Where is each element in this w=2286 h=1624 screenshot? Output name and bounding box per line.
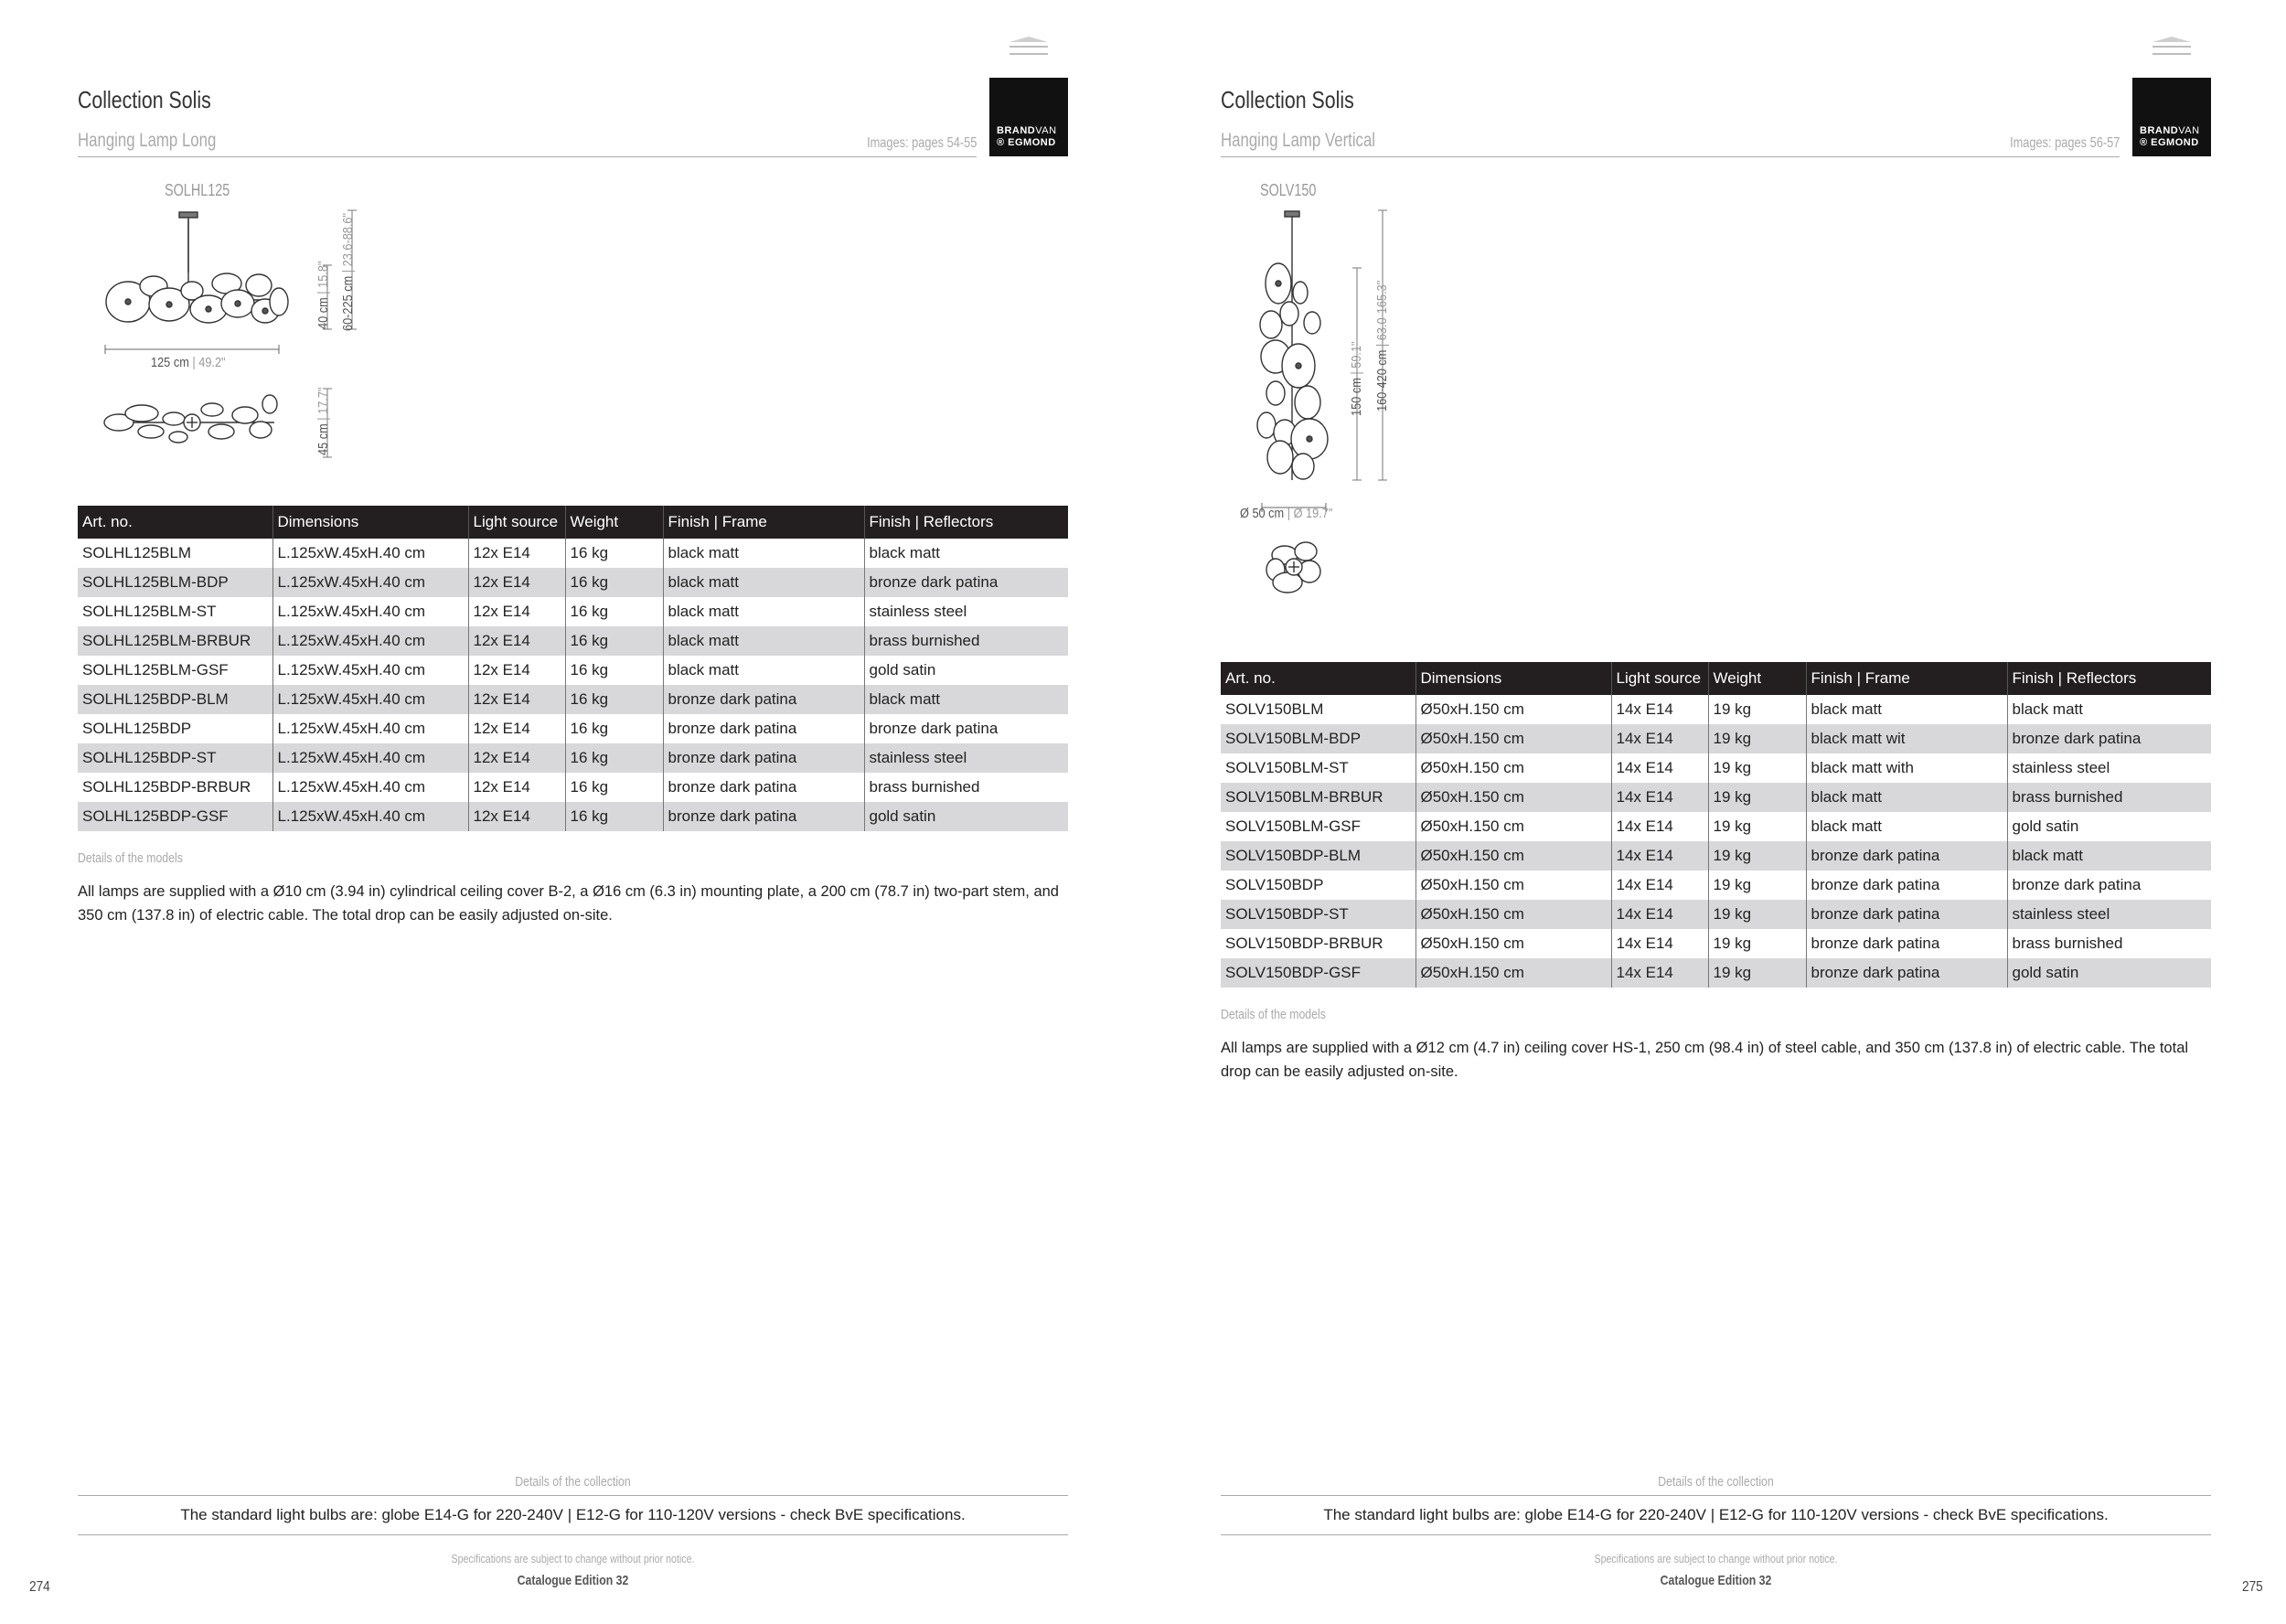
dimension-lines-right (1337, 206, 1401, 489)
table-cell: gold satin (869, 661, 936, 678)
table-cell: Ø50xH.150 cm (1415, 958, 1611, 988)
table-cell: bronze dark patina (1806, 900, 2007, 929)
table-cell: bronze dark patina (663, 802, 864, 831)
table-cell: SOLHL125BDP (78, 714, 272, 743)
table-cell: bronze dark patina (1806, 958, 2007, 988)
table-cell: L.125xW.45xH.40 cm (272, 743, 468, 773)
table-cell: L.125xW.45xH.40 cm (272, 597, 468, 626)
header-art-no: Art. no. (1221, 662, 1415, 695)
table-cell: stainless steel (864, 743, 1068, 773)
images-reference[interactable]: Images: pages 56-57 (2009, 135, 2120, 151)
table-row (78, 626, 1068, 656)
table-cell: SOLV150BDP-ST (1221, 900, 1415, 929)
bulb-info: The standard light bulbs are: globe E14-G for 220-240V | E12-G for 110-120V versions - check BvE specifications. (1221, 1495, 2211, 1535)
spec-note: Specifications are subject to change without prior notice. (451, 1552, 695, 1565)
table-cell: L.125xW.45xH.40 cm (272, 773, 468, 802)
table-cell: 12x E14 (468, 597, 565, 626)
table-cell: 16 kg (565, 802, 663, 831)
table-cell: L.125xW.45xH.40 cm (272, 626, 468, 656)
catalogue-edition: Catalogue Edition 32 (1660, 1573, 1772, 1588)
table-row (78, 539, 1068, 568)
table-cell: 12x E14 (468, 743, 565, 773)
table-cell: 16 kg (565, 539, 663, 568)
header-finish-frame: Finish | Frame (663, 506, 864, 539)
table-cell: 14x E14 (1611, 753, 1708, 783)
table-cell: 16 kg (565, 568, 663, 597)
table-cell: black matt (663, 597, 864, 626)
collection-title: Collection Solis (1221, 86, 1354, 113)
table-cell: 19 kg (1708, 753, 1806, 783)
brand-logo: BRANDVAN ® EGMOND (989, 78, 1068, 156)
table-cell: SOLV150BDP-GSF (1221, 958, 1415, 988)
table-cell: SOLV150BLM-BDP (1221, 724, 1415, 753)
table-cell: brass burnished (864, 626, 1068, 656)
table-cell: SOLV150BDP (1221, 871, 1415, 900)
table-cell: black matt (2012, 700, 2083, 718)
table-cell: 14x E14 (1611, 871, 1708, 900)
table-cell: SOLHL125BLM (78, 539, 272, 568)
table-cell: SOLHL125BLM-BRBUR (78, 626, 272, 656)
table-cell: 19 kg (1708, 841, 1806, 871)
depth-label: 45 cm | 17.7" (315, 387, 331, 455)
table-cell: L.125xW.45xH.40 cm (272, 685, 468, 714)
table-cell: SOLHL125BDP-ST (78, 743, 272, 773)
table-cell: SOLV150BLM-ST (1221, 753, 1415, 783)
model-code: SOLHL125 (165, 181, 230, 199)
table-cell: black matt (663, 656, 864, 685)
table-cell: L.125xW.45xH.40 cm (272, 656, 468, 685)
table-cell: stainless steel (2012, 759, 2110, 776)
table-cell: SOLHL125BDP-BLM (78, 685, 272, 714)
header-weight: Weight (1708, 662, 1806, 695)
table-row (1221, 871, 2211, 900)
table-cell: Ø50xH.150 cm (1415, 724, 1611, 753)
table-cell: SOLHL125BLM-ST (78, 597, 272, 626)
table-row (1221, 812, 2211, 841)
drop-label: 60-225 cm | 23.6-88.6" (340, 212, 356, 331)
table-cell: black matt with (1806, 753, 2007, 783)
images-reference[interactable]: Images: pages 54-55 (866, 135, 977, 151)
table-cell: bronze dark patina (869, 720, 999, 737)
table-cell: Ø50xH.150 cm (1415, 900, 1611, 929)
table-cell: SOLHL125BDP-BRBUR (78, 773, 272, 802)
table-cell: bronze dark patina (1806, 871, 2007, 900)
table-cell: bronze dark patina (663, 685, 864, 714)
table-cell: 12x E14 (468, 568, 565, 597)
table-row (78, 597, 1068, 626)
table-cell: black matt (663, 568, 864, 597)
width-label: 125 cm | 49.2" (151, 355, 226, 370)
table-cell: 14x E14 (1611, 841, 1708, 871)
menu-icon[interactable] (2152, 37, 2191, 60)
table-cell: SOLHL125BDP-GSF (78, 802, 272, 831)
table-cell: black matt (1806, 695, 2007, 724)
table-cell: Ø50xH.150 cm (1415, 695, 1611, 724)
collection-details-label: Details of the collection (515, 1474, 631, 1490)
spec-note: Specifications are subject to change without prior notice. (1594, 1552, 1838, 1565)
header-light-source: Light source (468, 506, 565, 539)
menu-icon[interactable] (1009, 37, 1048, 60)
height-label: 150 cm | 59.1" (1349, 341, 1364, 416)
collection-title: Collection Solis (78, 86, 211, 113)
table-cell: brass burnished (869, 778, 980, 796)
header-finish-reflectors: Finish | Reflectors (2007, 662, 2211, 695)
table-cell: 19 kg (1708, 695, 1806, 724)
table-cell: 12x E14 (468, 773, 565, 802)
table-cell: bronze dark patina (1806, 929, 2007, 958)
table-cell: black matt (663, 626, 864, 656)
spec-table-left (78, 506, 1068, 831)
table-cell: 19 kg (1708, 929, 1806, 958)
table-cell: black matt (1806, 812, 2007, 841)
header-art-no: Art. no. (78, 506, 272, 539)
table-cell: bronze dark patina (663, 743, 864, 773)
header-dimensions: Dimensions (272, 506, 468, 539)
header-dimensions: Dimensions (1415, 662, 1611, 695)
table-cell: SOLV150BLM-GSF (1221, 812, 1415, 841)
subtitle-row (1221, 130, 2120, 157)
table-cell: black matt (663, 539, 864, 568)
table-cell: 14x E14 (1611, 695, 1708, 724)
table-cell: Ø50xH.150 cm (1415, 929, 1611, 958)
table-cell: 12x E14 (468, 656, 565, 685)
table-cell: SOLV150BLM (1221, 695, 1415, 724)
table-cell: black matt (869, 544, 940, 561)
product-subtitle: Hanging Lamp Long (78, 130, 217, 151)
table-row (78, 714, 1068, 743)
table-cell: 16 kg (565, 656, 663, 685)
table-cell: L.125xW.45xH.40 cm (272, 802, 468, 831)
table-cell: bronze dark patina (2007, 724, 2211, 753)
table-cell: brass burnished (2012, 935, 2123, 952)
table-row (78, 656, 1068, 685)
diameter-label: Ø 50 cm | Ø 19.7" (1240, 506, 1333, 521)
table-cell: SOLHL125BLM-GSF (78, 656, 272, 685)
table-cell: SOLV150BLM-BRBUR (1221, 783, 1415, 812)
table-cell: 14x E14 (1611, 724, 1708, 753)
table-cell: 16 kg (565, 626, 663, 656)
table-cell: bronze dark patina (2012, 876, 2142, 893)
table-cell: Ø50xH.150 cm (1415, 753, 1611, 783)
product-subtitle: Hanging Lamp Vertical (1221, 130, 1376, 151)
table-cell: Ø50xH.150 cm (1415, 841, 1611, 871)
table-cell: 16 kg (565, 743, 663, 773)
table-cell: bronze dark patina (1806, 841, 2007, 871)
drop-label: 160-420 cm | 63.0-165.3" (1374, 280, 1390, 411)
table-cell: 14x E14 (1611, 900, 1708, 929)
table-cell: bronze dark patina (663, 773, 864, 802)
table-cell: 16 kg (565, 714, 663, 743)
details-label: Details of the models (78, 850, 183, 866)
model-code: SOLV150 (1260, 181, 1317, 199)
page-number: 275 (2242, 1579, 2263, 1595)
table-cell: gold satin (2007, 958, 2211, 988)
table-cell: bronze dark patina (663, 714, 864, 743)
table-row (78, 743, 1068, 773)
table-cell: stainless steel (869, 603, 967, 620)
table-cell: 14x E14 (1611, 812, 1708, 841)
header-light-source: Light source (1611, 662, 1708, 695)
header-weight: Weight (565, 506, 663, 539)
table-row (1221, 841, 2211, 871)
dimension-lines (302, 206, 366, 462)
table-cell: 14x E14 (1611, 783, 1708, 812)
table-cell: Ø50xH.150 cm (1415, 871, 1611, 900)
table-cell: 16 kg (565, 773, 663, 802)
spec-table-right (1221, 662, 2211, 988)
header-finish-frame: Finish | Frame (1806, 662, 2007, 695)
table-cell: 12x E14 (468, 539, 565, 568)
table-header (78, 506, 1068, 539)
table-cell: black matt (1806, 783, 2007, 812)
table-row (78, 773, 1068, 802)
table-cell: Ø50xH.150 cm (1415, 812, 1611, 841)
table-cell: gold satin (864, 802, 1068, 831)
table-cell: 19 kg (1708, 724, 1806, 753)
table-cell: 16 kg (565, 597, 663, 626)
table-cell: 12x E14 (468, 685, 565, 714)
collection-details-label: Details of the collection (1658, 1474, 1774, 1490)
table-cell: gold satin (2012, 817, 2079, 835)
table-cell: 19 kg (1708, 958, 1806, 988)
table-cell: 19 kg (1708, 871, 1806, 900)
table-cell: SOLV150BDP-BRBUR (1221, 929, 1415, 958)
table-cell: L.125xW.45xH.40 cm (272, 568, 468, 597)
table-cell: 12x E14 (468, 802, 565, 831)
table-cell: stainless steel (2007, 900, 2211, 929)
details-text: All lamps are supplied with a Ø12 cm (4.7 in) ceiling cover HS-1, 250 cm (98.4 in) of steel cable, and 350 cm (137.8 in) of electric cable. The total drop can be easily adjusted on-site. (1221, 1040, 2189, 1080)
table-cell: black matt (2007, 841, 2211, 871)
table-cell: 19 kg (1708, 783, 1806, 812)
bulb-info: The standard light bulbs are: globe E14-G for 220-240V | E12-G for 110-120V versions - check BvE specifications. (78, 1495, 1068, 1535)
table-row (1221, 783, 2211, 812)
table-cell: brass burnished (2007, 783, 2211, 812)
table-cell: 14x E14 (1611, 929, 1708, 958)
table-cell: Ø50xH.150 cm (1415, 783, 1611, 812)
table-header (1221, 662, 2211, 695)
table-cell: SOLV150BDP-BLM (1221, 841, 1415, 871)
table-cell: 19 kg (1708, 812, 1806, 841)
page-number: 274 (29, 1579, 50, 1595)
catalogue-edition: Catalogue Edition 32 (517, 1573, 629, 1588)
table-row (1221, 753, 2211, 783)
table-cell: 14x E14 (1611, 958, 1708, 988)
table-cell: L.125xW.45xH.40 cm (272, 539, 468, 568)
header-finish-reflectors: Finish | Reflectors (864, 506, 1068, 539)
table-row (1221, 900, 2211, 929)
table-cell: 12x E14 (468, 626, 565, 656)
table-cell: L.125xW.45xH.40 cm (272, 714, 468, 743)
table-cell: black matt (864, 685, 1068, 714)
table-row (1221, 929, 2211, 958)
table-row (78, 568, 1068, 597)
table-row (78, 802, 1068, 831)
table-cell: SOLHL125BLM-BDP (78, 568, 272, 597)
table-cell: 19 kg (1708, 900, 1806, 929)
table-cell: black matt wit (1806, 724, 2007, 753)
table-row (1221, 724, 2211, 753)
details-label: Details of the models (1221, 1007, 1326, 1022)
table-cell: 12x E14 (468, 714, 565, 743)
subtitle-row (78, 130, 977, 157)
right-page (1143, 0, 2286, 1624)
table-row (1221, 695, 2211, 724)
details-text: All lamps are supplied with a Ø10 cm (3.94 in) cylindrical ceiling cover B-2, a Ø16 cm (6.3 in) mounting plate, a 200 cm (78.7 in) two-part stem, and 350 cm (137.8 in) of electric cable. The total drop can be easily adjusted on-site. (78, 883, 1059, 924)
lamp-long-drawing (91, 201, 302, 466)
table-cell: bronze dark patina (864, 568, 1068, 597)
table-row (1221, 958, 2211, 988)
brand-logo: BRANDVAN ® EGMOND (2132, 78, 2211, 156)
table-cell: 16 kg (565, 685, 663, 714)
table-row (78, 685, 1068, 714)
height-label: 40 cm | 15.8" (315, 261, 331, 329)
